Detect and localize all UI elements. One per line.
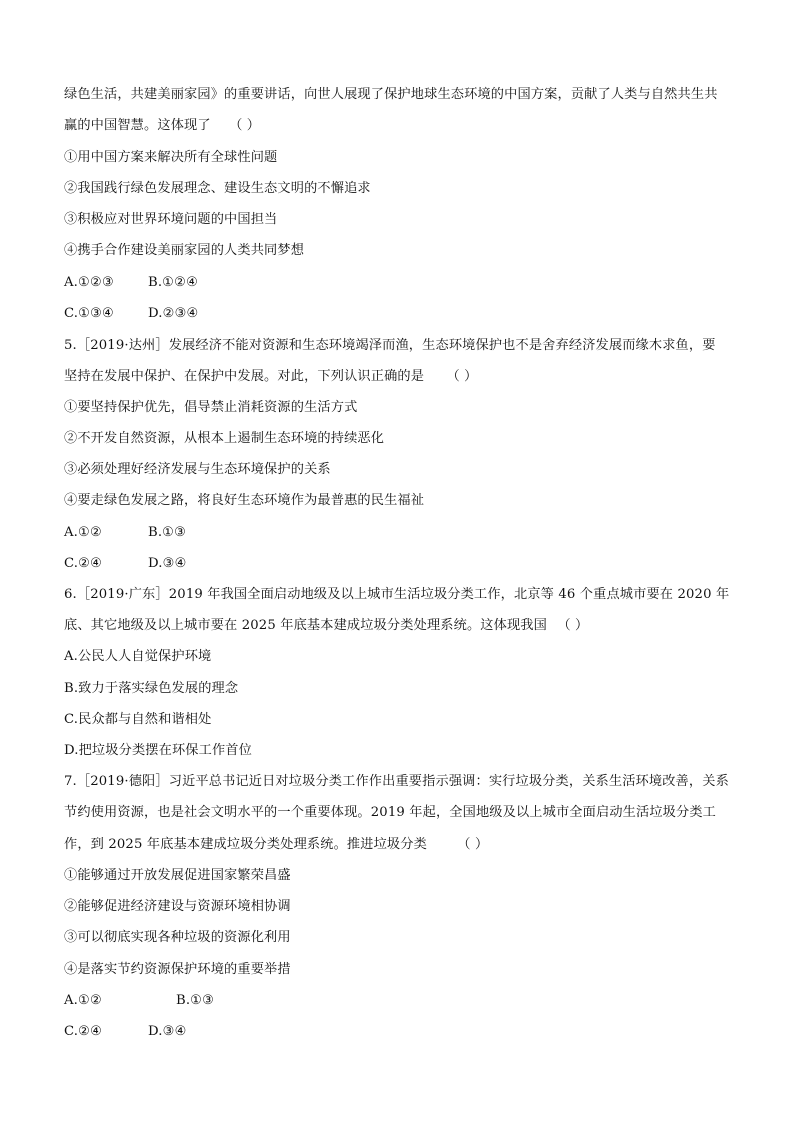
q5-item-4: ④要走绿色发展之路，将良好生态环境作为最普惠的民生福祉 [64,493,425,508]
q4-item-2: ②我国践行绿色发展理念、建设生态文明的不懈追求 [64,181,371,196]
q7-option-a[interactable]: A.①② [64,993,102,1008]
q5-options-row-1 [64,524,186,542]
q6-stem-line1: 6.［2019·广东］2019 年我国全面启动地级及以上城市生活垃圾分类工作，北京等 46 个重点城市要在 2020 年 [64,587,730,602]
q4-option-b[interactable]: B.①②④ [148,275,199,290]
q7-option-d[interactable]: D.③④ [148,1024,187,1039]
q7-option-c[interactable]: C.②④ [64,1024,103,1039]
q4-option-d[interactable]: D.②③④ [148,306,199,321]
q5-option-d[interactable]: D.③④ [148,556,187,571]
q5-option-c[interactable]: C.②④ [64,556,103,571]
q4-option-a[interactable]: A.①②③ [64,275,114,290]
q4-item-1: ①用中国方案来解决所有全球性问题 [64,150,278,165]
q5-options-row-2 [64,555,187,573]
q7-answer-bracket: （ ） [457,837,489,852]
q7-item-1: ①能够通过开放发展促进国家繁荣昌盛 [64,868,291,883]
q5-item-1: ①要坚持保护优先，倡导禁止消耗资源的生活方式 [64,400,358,415]
q6-answer-bracket: （ ） [557,618,589,633]
q5-option-b[interactable]: B.①③ [148,525,187,540]
q4-option-c[interactable]: C.①③④ [64,306,115,321]
q5-stem-line1: 5.［2019·达州］发展经济不能对资源和生态环境竭泽而渔，生态环境保护也不是舍弃经济发展而缘木求鱼，要 [64,338,716,353]
q4-stem-line1: 绿色生活，共建美丽家园》的重要讲话，向世人展现了保护地球生态环境的中国方案，贡献了人类与自然共生共 [64,87,718,102]
q7-stem-line1: 7.［2019·德阳］习近平总书记近日对垃圾分类工作作出重要指示强调：实行垃圾分类，关系生活环境改善，关系 [64,774,729,789]
q7-item-4: ④是落实节约资源保护环境的重要举措 [64,962,291,977]
q6-option-a[interactable]: A.公民人人自觉保护环境 [64,649,212,664]
q7-stem-line2: 节约使用资源，也是社会文明水平的一个重要体现。2019 年起，全国地级及以上城市全面启动生活垃圾分类工 [64,805,717,820]
q6-stem-text: 底、其它地级及以上城市要在 2025 年底基本建成垃圾分类处理系统。这体现我国 [64,618,547,633]
q5-stem-line2 [64,368,478,386]
q4-item-3: ③积极应对世界环境问题的中国担当 [64,212,278,227]
q6-option-c[interactable]: C.民众都与自然和谐相处 [64,712,212,727]
q7-stem-line3 [64,836,488,854]
q7-item-2: ②能够促进经济建设与资源环境相协调 [64,899,291,914]
q5-stem-text: 坚持在发展中保护、在保护中发展。对此，下列认识正确的是 [64,369,425,384]
q4-stem-text: 赢的中国智慧。这体现了 [64,118,211,133]
q7-options-row-2 [64,1023,187,1041]
q6-option-b[interactable]: B.致力于落实绿色发展的理念 [64,681,239,696]
q4-item-4: ④携手合作建设美丽家园的人类共同梦想 [64,243,305,258]
q7-item-3: ③可以彻底实现各种垃圾的资源化利用 [64,930,291,945]
q5-item-2: ②不开发自然资源，从根本上遏制生态环境的持续恶化 [64,431,385,446]
q5-answer-bracket: （ ） [446,369,478,384]
q4-options-row-1 [64,274,198,292]
q7-stem-text: 作，到 2025 年底基本建成垃圾分类处理系统。推进垃圾分类 [64,837,427,852]
q5-option-a[interactable]: A.①② [64,525,102,540]
q7-options-row-1 [64,992,214,1010]
q4-stem-line2 [64,117,260,135]
q6-stem-line2 [64,617,588,635]
q5-item-3: ③必须处理好经济发展与生态环境保护的关系 [64,462,331,477]
q7-option-b[interactable]: B.①③ [176,993,215,1008]
q4-options-row-2 [64,305,199,323]
q4-answer-bracket: （ ） [229,118,261,133]
q6-option-d[interactable]: D.把垃圾分类摆在环保工作首位 [64,743,252,758]
